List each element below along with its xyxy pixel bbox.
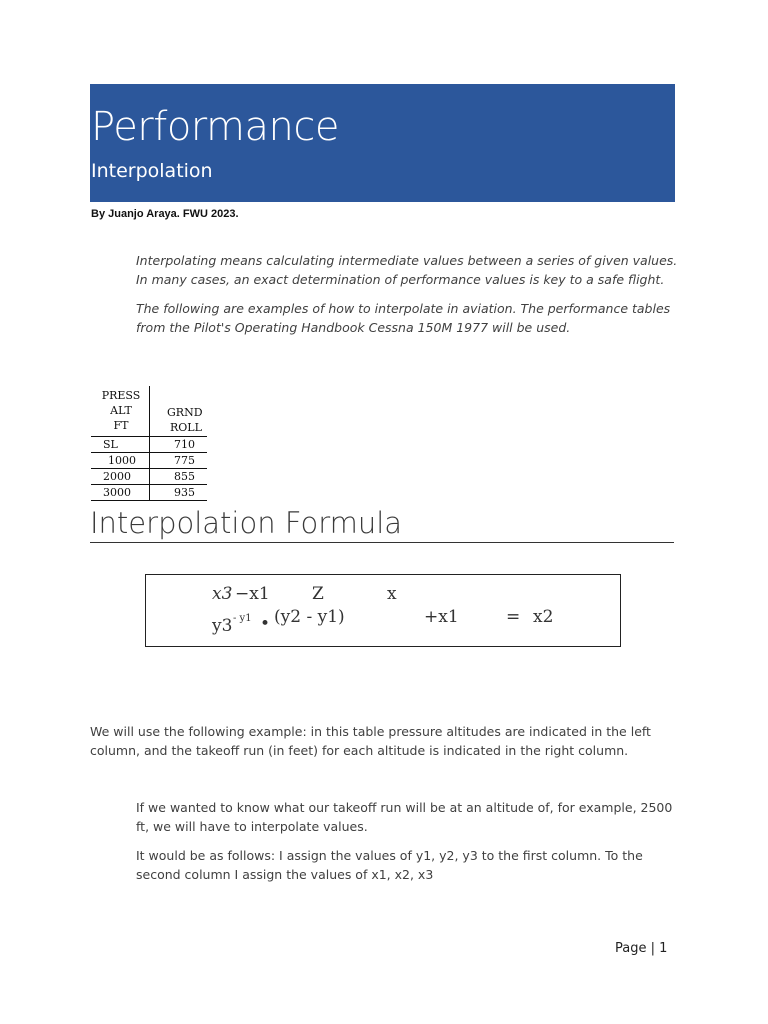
document-title: Performance (91, 104, 339, 150)
formula-equals: = (506, 607, 521, 627)
intro-section (136, 251, 681, 347)
formula-x2: x2 (533, 607, 554, 627)
document-subtitle: Interpolation (91, 160, 213, 182)
title-banner (90, 84, 675, 202)
body-paragraph: We will use the following example: in this table pressure altitudes are indicated in the left column, and the takeoff run (in feet) for each altitude is indicated in the right column. (90, 724, 651, 758)
example-section (136, 798, 681, 894)
formula-minus-x1: −x1 (235, 584, 270, 604)
table-row: 3000 935 (91, 484, 207, 501)
formula-x3: x3 (212, 584, 233, 604)
performance-table (91, 386, 207, 501)
intro-paragraph: The following are examples of how to interpolate in aviation. The performance tables from the Pilot's Operating Handbook Cessna 150M 1977 will be used. (136, 301, 671, 335)
col-header-press-alt: PRESS ALT FT (101, 389, 141, 432)
intro-paragraph: Interpolating means calculating intermediate values between a series of given values. In many cases, an exact determination of performance values is key to a safe flight. (136, 253, 678, 287)
formula-z: Z (312, 584, 324, 604)
formula-box (145, 574, 621, 647)
col-header-grnd-roll: GRND ROLL (167, 406, 203, 434)
formula-sup-y1: - y1 (233, 613, 252, 624)
formula-x: x (387, 584, 397, 604)
formula-plus-x1: +x1 (424, 607, 459, 627)
table-row: 1000 775 (91, 452, 207, 468)
table-row: SL 710 (91, 436, 207, 452)
formula-y3: y3 (212, 616, 233, 636)
section-heading: Interpolation Formula (90, 504, 674, 543)
formula-dot: • (260, 614, 271, 634)
author-line: By Juanjo Araya. FWU 2023. (91, 208, 239, 220)
formula-y2-minus-y1: (y2 - y1) (274, 607, 345, 627)
body-paragraph: If we wanted to know what our takeoff run will be at an altitude of, for example, 2500 ft, we will have to interpolate values. (136, 800, 673, 834)
table-header (91, 386, 207, 436)
body-paragraph: It would be as follows: I assign the values of y1, y2, y3 to the first column. To the second column I assign the values of x1, x2, x3 (136, 848, 643, 882)
page-number: Page | 1 (615, 941, 668, 956)
table-row: 2000 855 (91, 468, 207, 484)
